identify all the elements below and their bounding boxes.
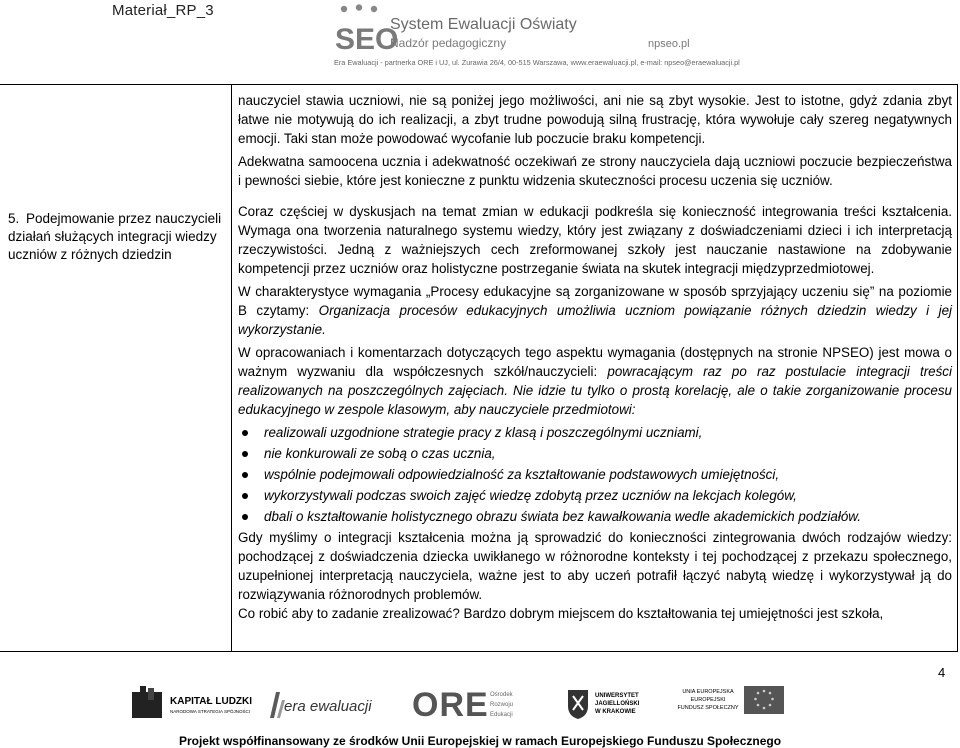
bullet-icon [242, 472, 248, 478]
eu-line: UNIA EUROPEJSKA [682, 689, 734, 695]
document-title: Materiał_RP_3 [112, 2, 214, 19]
bullet-icon [242, 514, 248, 520]
ore-logo [412, 682, 522, 726]
criteria-column [0, 85, 232, 651]
content-table [0, 84, 958, 652]
seo-logo [334, 4, 399, 56]
uj-line: W KRAKOWIE [595, 709, 636, 715]
svg-text:SEO: SEO [335, 23, 399, 56]
uj-text [595, 692, 639, 716]
bullet-icon [242, 451, 248, 457]
list-item-text: wykorzystywali podczas swoich zajęć wiedzę zdobytą przez uczniów na lekcjach kolegów, [264, 488, 797, 503]
paragraph-7: Co robić aby to zadanie zrealizować? Bardzo dobrym miejscem do kształtowania tej umiejętności jest szkoła, [238, 606, 884, 621]
description-text [238, 91, 952, 623]
org-name: System Ewaluacji Oświaty [390, 16, 577, 33]
bullet-list [238, 423, 952, 526]
list-item [238, 486, 952, 505]
eu-flag-icon [744, 686, 784, 714]
description-column [232, 85, 958, 651]
paragraph-5 [238, 343, 952, 419]
uj-crest-icon [565, 688, 591, 720]
criteria-number: 5. [8, 211, 20, 226]
ore-subtitle [490, 690, 513, 720]
page-number: 4 [938, 665, 946, 680]
list-item-text: dbali o kształtowanie holistycznego obrazu świata bez kawałkowania wedle akademickich podziałów. [264, 509, 861, 524]
eu-line: FUNDUSZ SPOŁECZNY [677, 705, 739, 711]
bullet-icon [242, 430, 248, 436]
criteria-text: Podejmowanie przez nauczycieli działań służących integracji wiedzy uczniów z różnych dziedzin [8, 211, 222, 262]
list-item-text: nie konkurowali ze sobą o czas ucznia, [264, 446, 496, 461]
org-website: npseo.pl [648, 38, 690, 50]
bullet-icon [242, 493, 248, 499]
funding-statement: Projekt współfinansowany ze środków Unii Europejskiej w ramach Europejskiego Funduszu Społecznego [178, 734, 782, 748]
list-item [238, 444, 952, 463]
footer-logos [0, 682, 960, 730]
era-ewaluacji-text: era ewaluacji [284, 698, 372, 715]
uj-line: UNIWERSYTET [595, 693, 639, 699]
list-item-text: realizowali uzgodnione strategie pracy z klasą i poszczególnymi uczniami, [264, 425, 703, 440]
era-ewaluacji-logo [268, 682, 378, 726]
criteria-label [8, 210, 224, 264]
paragraph-5-quote: powracającym raz po raz postulacie integracji treści realizowanych na poszczególnych zajęciach. Nie idzie tu tylko o prostą korelację, ale o takie zorganizowanie procesu edukacyjnego w zespole klasowym, aby nauczyciele przedmiotowi: [238, 364, 952, 417]
org-address: Era Ewaluacji - partnerka ORE i UJ, ul. Żurawia 26/4, 00-515 Warszawa, www.eraewaluacji.pl, e-mail: npseo@eraewaluacji.pl [334, 58, 740, 67]
org-subtitle: Nadzór pedagogiczny [390, 36, 507, 50]
paragraph-3: Coraz częściej w dyskusjach na temat zmian w edukacji podkreśla się konieczność integrowania treści kształcenia. Wymaga ona tworzenia naturalnego systemu wiedzy, który jest związany z doświadczeniami dzieci i ich interpretacją rzeczywistości. Jedną z ważniejszych cech zreformowanej szkoły jest nauczanie nastawione na zdobywanie kompetencji przez uczniów oraz holistyczne postrzeganie świata na skutek integracji międzyprzedmiotowej. [238, 204, 952, 276]
kapital-ludzki-icon [130, 686, 164, 720]
list-item [238, 465, 952, 484]
ore-text: ORE [412, 686, 489, 724]
kapital-ludzki-logo [130, 682, 260, 726]
kapital-ludzki-subtitle: NARODOWA STRATEGIA SPÓJNOŚCI [170, 709, 251, 714]
list-item [238, 507, 952, 526]
paragraph-5-text: W opracowaniach i komentarzach dotyczących tego aspektu wymagania (dostępnych na stronie NPSEO) jest mowa o ważnym wyzwaniu dla współczesnych szkół/nauczycieli: [238, 345, 952, 379]
paragraph-6: Gdy myślimy o integracji kształcenia można ją sprowadzić do konieczności zintegrowania dwóch rodzajów wiedzy: pochodzącej z doświadczenia dziecka uwikłanego w różnorodne konteksty i tej pochodzącej z przekazu społecznego, uzupełnionej interpretacją nauczyciela, ważne jest to aby uczeń potrafił łączyć nabytą wiedzę i wykorzystywał ją do rozwiązywania różnorodnych problemów. [238, 530, 952, 602]
ore-sub-line: Rozwoju [490, 702, 514, 708]
eu-logo [676, 682, 786, 726]
paragraph-4 [238, 282, 952, 339]
list-item-text: wspólnie podejmowali odpowiedzialność za kształtowanie podstawowych umiejętności, [264, 467, 780, 482]
paragraph-2: Adekwatna samoocena ucznia i adekwatność oczekiwań ze strony nauczyciela dają uczniowi poczucie bezpieczeństwa i pewności siebie, które jest konieczne z punktu widzenia skuteczności procesu uczenia się uczniów. [238, 154, 952, 188]
uj-logo [565, 682, 675, 726]
uj-line: JAGIELLOŃSKI [595, 701, 640, 707]
eu-line: EUROPEJSKI [690, 697, 726, 703]
ore-sub-line: Edukacji [490, 712, 513, 718]
paragraph-4-text: W charakterystyce wymagania „Procesy edukacyjne są zorganizowane w sposób sprzyjający uczeniu się” na poziomie B czytamy: [238, 284, 952, 318]
list-item [238, 423, 952, 442]
ore-sub-line: Ośrodek [490, 692, 513, 698]
page-header [0, 0, 960, 72]
eu-text [676, 688, 740, 712]
paragraph-1: nauczyciel stawia uczniowi, nie są poniżej jego możliwości, ani nie są zbyt wysokie. Jest to istotne, gdyż zdania zbyt łatwe nie motywują do ich realizacji, a zbyt trudne powodują silną frustrację, która wywołuje cały szereg negatywnych emocji. Taki stan może powodować wycofanie lub poczucie braku kompetencji. [238, 93, 952, 146]
paragraph-4-quote: Organizacja procesów edukacyjnych umożliwia uczniom powiązanie różnych dziedzin wiedzy i jej wykorzystanie. [238, 303, 952, 337]
kapital-ludzki-title: KAPITAŁ LUDZKI [170, 696, 253, 707]
